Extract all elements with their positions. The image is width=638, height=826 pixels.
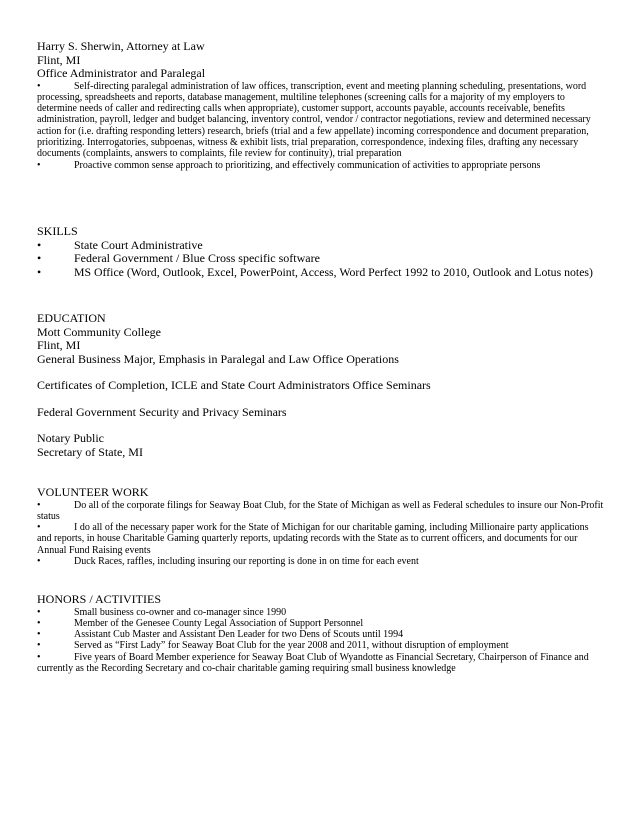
bullet-glyph: • [37, 640, 41, 652]
skill-item [37, 252, 605, 266]
major: General Business Major, Emphasis in Paralegal and Law Office Operations [37, 351, 399, 366]
notary: Notary Public [37, 431, 104, 445]
bullet-glyph: • [37, 264, 42, 279]
notary-issuer: Secretary of State, MI [37, 444, 143, 459]
spacer [37, 419, 605, 432]
employer-bullet-2 [37, 160, 605, 171]
employer-bullet-1 [37, 81, 605, 160]
bullet-glyph: • [37, 237, 42, 252]
honors-item [37, 629, 605, 640]
honors-text: Assistant Cub Master and Assistant Den Leader for two Dens of Scouts until 1994 [74, 629, 404, 641]
honors-text: Member of the Genesee County Legal Association of Support Personnel [74, 617, 364, 629]
honors-text: Small business co-owner and co-manager since 1990 [74, 606, 287, 618]
skill-text: MS Office (Word, Outlook, Excel, PowerPoint, Access, Word Perfect 1992 to 2010, Outlook and Lotus notes) [74, 264, 593, 279]
school-location: Flint, MI [37, 338, 81, 352]
bullet-glyph: • [37, 606, 41, 618]
skill-text: Federal Government / Blue Cross specific software [74, 251, 320, 265]
bullet-glyph: • [37, 629, 41, 641]
school-name: Mott Community College [37, 324, 162, 339]
bullet-glyph: • [37, 522, 41, 534]
bullet-glyph: • [37, 159, 41, 171]
skills-heading: SKILLS [37, 224, 78, 238]
volunteer-text: Duck Races, raffles, including insuring our reporting is done in on time for each event [74, 555, 419, 567]
employer-section [37, 40, 605, 171]
skill-item [37, 239, 605, 253]
bullet-glyph: • [37, 651, 41, 663]
honors-item [37, 607, 605, 618]
bullet-glyph: • [37, 555, 41, 567]
honors-item [37, 652, 605, 675]
volunteer-text: I do all of the necessary paper work for the State of Michigan for our charitable gaming, including Millionaire party applications and reports, in house Charitable Gaming quarterly reports, updating records with the State as to current officers, and documents for our Annual Fund Raising events [37, 522, 589, 556]
honors-text: Five years of Board Member experience for Seaway Boat Club of Wyandotte as Financial Secretary, Chairperson of Finance and currently as the Recording Secretary and co-chair charitable gaming requiring small business knowledge [37, 651, 589, 674]
volunteer-heading: VOLUNTEER WORK [37, 485, 149, 499]
honors-section [37, 593, 605, 674]
employer-name: Harry S. Sherwin, Attorney at Law [37, 39, 205, 53]
volunteer-item [37, 500, 605, 523]
education-heading: EDUCATION [37, 311, 106, 325]
honors-heading: HONORS / ACTIVITIES [37, 592, 162, 606]
volunteer-item [37, 556, 605, 567]
honors-item [37, 618, 605, 629]
certificates: Certificates of Completion, ICLE and State Court Administrators Office Seminars [37, 378, 431, 392]
volunteer-item [37, 522, 605, 556]
employer-location: Flint, MI [37, 52, 81, 67]
education-section [37, 312, 605, 459]
bullet-glyph: • [37, 499, 41, 511]
seminars: Federal Government Security and Privacy Seminars [37, 404, 287, 419]
job-title: Office Administrator and Paralegal [37, 66, 206, 80]
bullet-glyph: • [37, 617, 41, 629]
skill-text: State Court Administrative [74, 237, 203, 252]
volunteer-section [37, 486, 605, 567]
employer-bullet-text: Self-directing paralegal administration of law offices, transcription, event and meeting planning scheduling, presentations, word processing, spreadsheets and reports, database management, multiline telephones (screening calls for a majority of my employers to determine needs of caller and redirecting calls when appropriate), customer support, accounts payable, accounts receivable, benefits administration, payroll, ledger and budget balancing, inventory control, vendor / contractor negotiations, review and determined necessary action for (i.e. drafting responding letters) research, briefs (trial and a few appellate) incoming correspondence and document preparation, prioritizing. Interrogatories, subpoenas, witness & exhibit lists, trial preparation, correspondence, indexing files, drafting any necessary documents (complaints, answers to complaints, file review for continuity), trial preparation [37, 80, 591, 160]
bullet-glyph: • [37, 80, 41, 92]
employer-bullet-text: Proactive common sense approach to prioritizing, and effectively communication of activities to appropriate persons [74, 159, 541, 171]
spacer [37, 393, 605, 406]
skills-section [37, 225, 605, 279]
bullet-glyph: • [37, 251, 42, 265]
volunteer-text: Do all of the corporate filings for Seaway Boat Club, for the State of Michigan as well as Federal schedules to insure our Non-Profit status [37, 499, 604, 522]
skill-item [37, 266, 605, 280]
honors-item [37, 640, 605, 651]
honors-text: Served as “First Lady” for Seaway Boat Club for the year 2008 and 2011, without disruption of employment [74, 640, 509, 652]
